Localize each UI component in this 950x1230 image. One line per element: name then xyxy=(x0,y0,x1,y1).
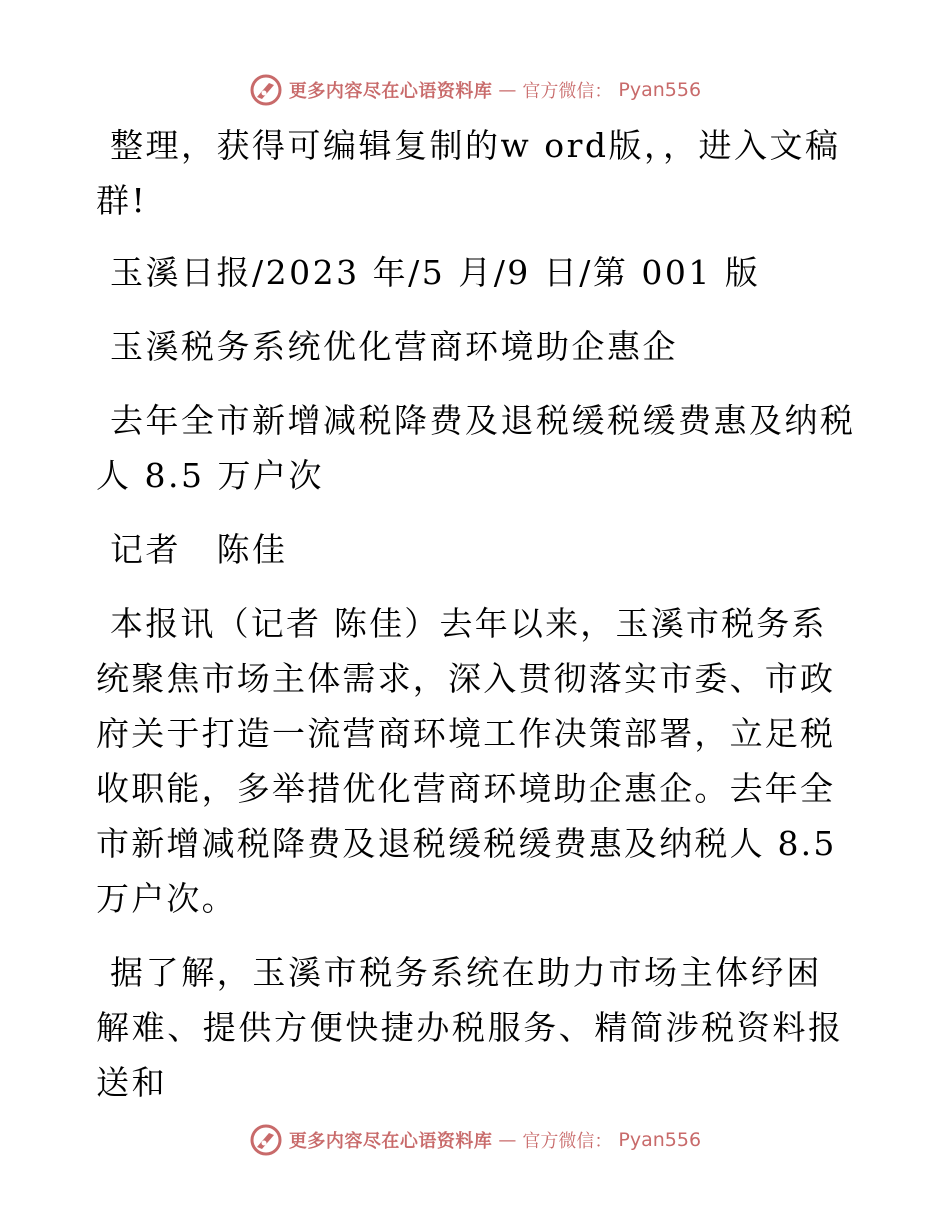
watermark-wechat-id: Pyan556 xyxy=(618,1129,702,1151)
article-subtitle: 去年全市新增减税降费及退税缓税缓费惠及纳税人 8.5 万户次 xyxy=(96,401,856,495)
intro-paragraph: 整理，获得可编辑复制的w ord版，，进入文稿群! xyxy=(96,126,841,220)
document-body xyxy=(96,118,856,1129)
watermark-wechat-id: Pyan556 xyxy=(618,79,702,101)
watermark-text: 更多内容尽在心语资料库 xyxy=(288,81,493,102)
watermark-logo-icon xyxy=(249,1123,283,1157)
watermark-separator: — xyxy=(498,1129,517,1151)
body-paragraph: 据了解，玉溪市税务系统在助力市场主体纾困解难、提供方便快捷办税服务、精简涉税资料报送和 xyxy=(96,953,844,1102)
watermark-separator: — xyxy=(498,79,517,101)
watermark-official-label: 官方微信： xyxy=(522,81,613,102)
footer-watermark-banner xyxy=(0,1120,950,1160)
watermark-logo-icon xyxy=(249,73,283,107)
source-line: 玉溪日报/2023 年/5 月/9 日/第 001 版 xyxy=(110,253,761,292)
watermark-official-label: 官方微信： xyxy=(522,1131,613,1152)
article-title: 玉溪税务系统优化营商环境助企惠企 xyxy=(110,327,678,366)
watermark-text: 更多内容尽在心语资料库 xyxy=(288,1131,493,1152)
byline: 记者 陈佳 xyxy=(110,530,288,569)
header-watermark-banner xyxy=(0,70,950,110)
body-paragraph: 本报讯（记者 陈佳）去年以来，玉溪市税务系统聚焦市场主体需求，深入贯彻落实市委、市政府关于打造一流营商环境工作决策部署，立足税收职能，多举措优化营商环境助企惠企。去年全市新增减税降费及退税缓税缓费惠及纳税人 8.5 万户次。 xyxy=(96,604,837,918)
